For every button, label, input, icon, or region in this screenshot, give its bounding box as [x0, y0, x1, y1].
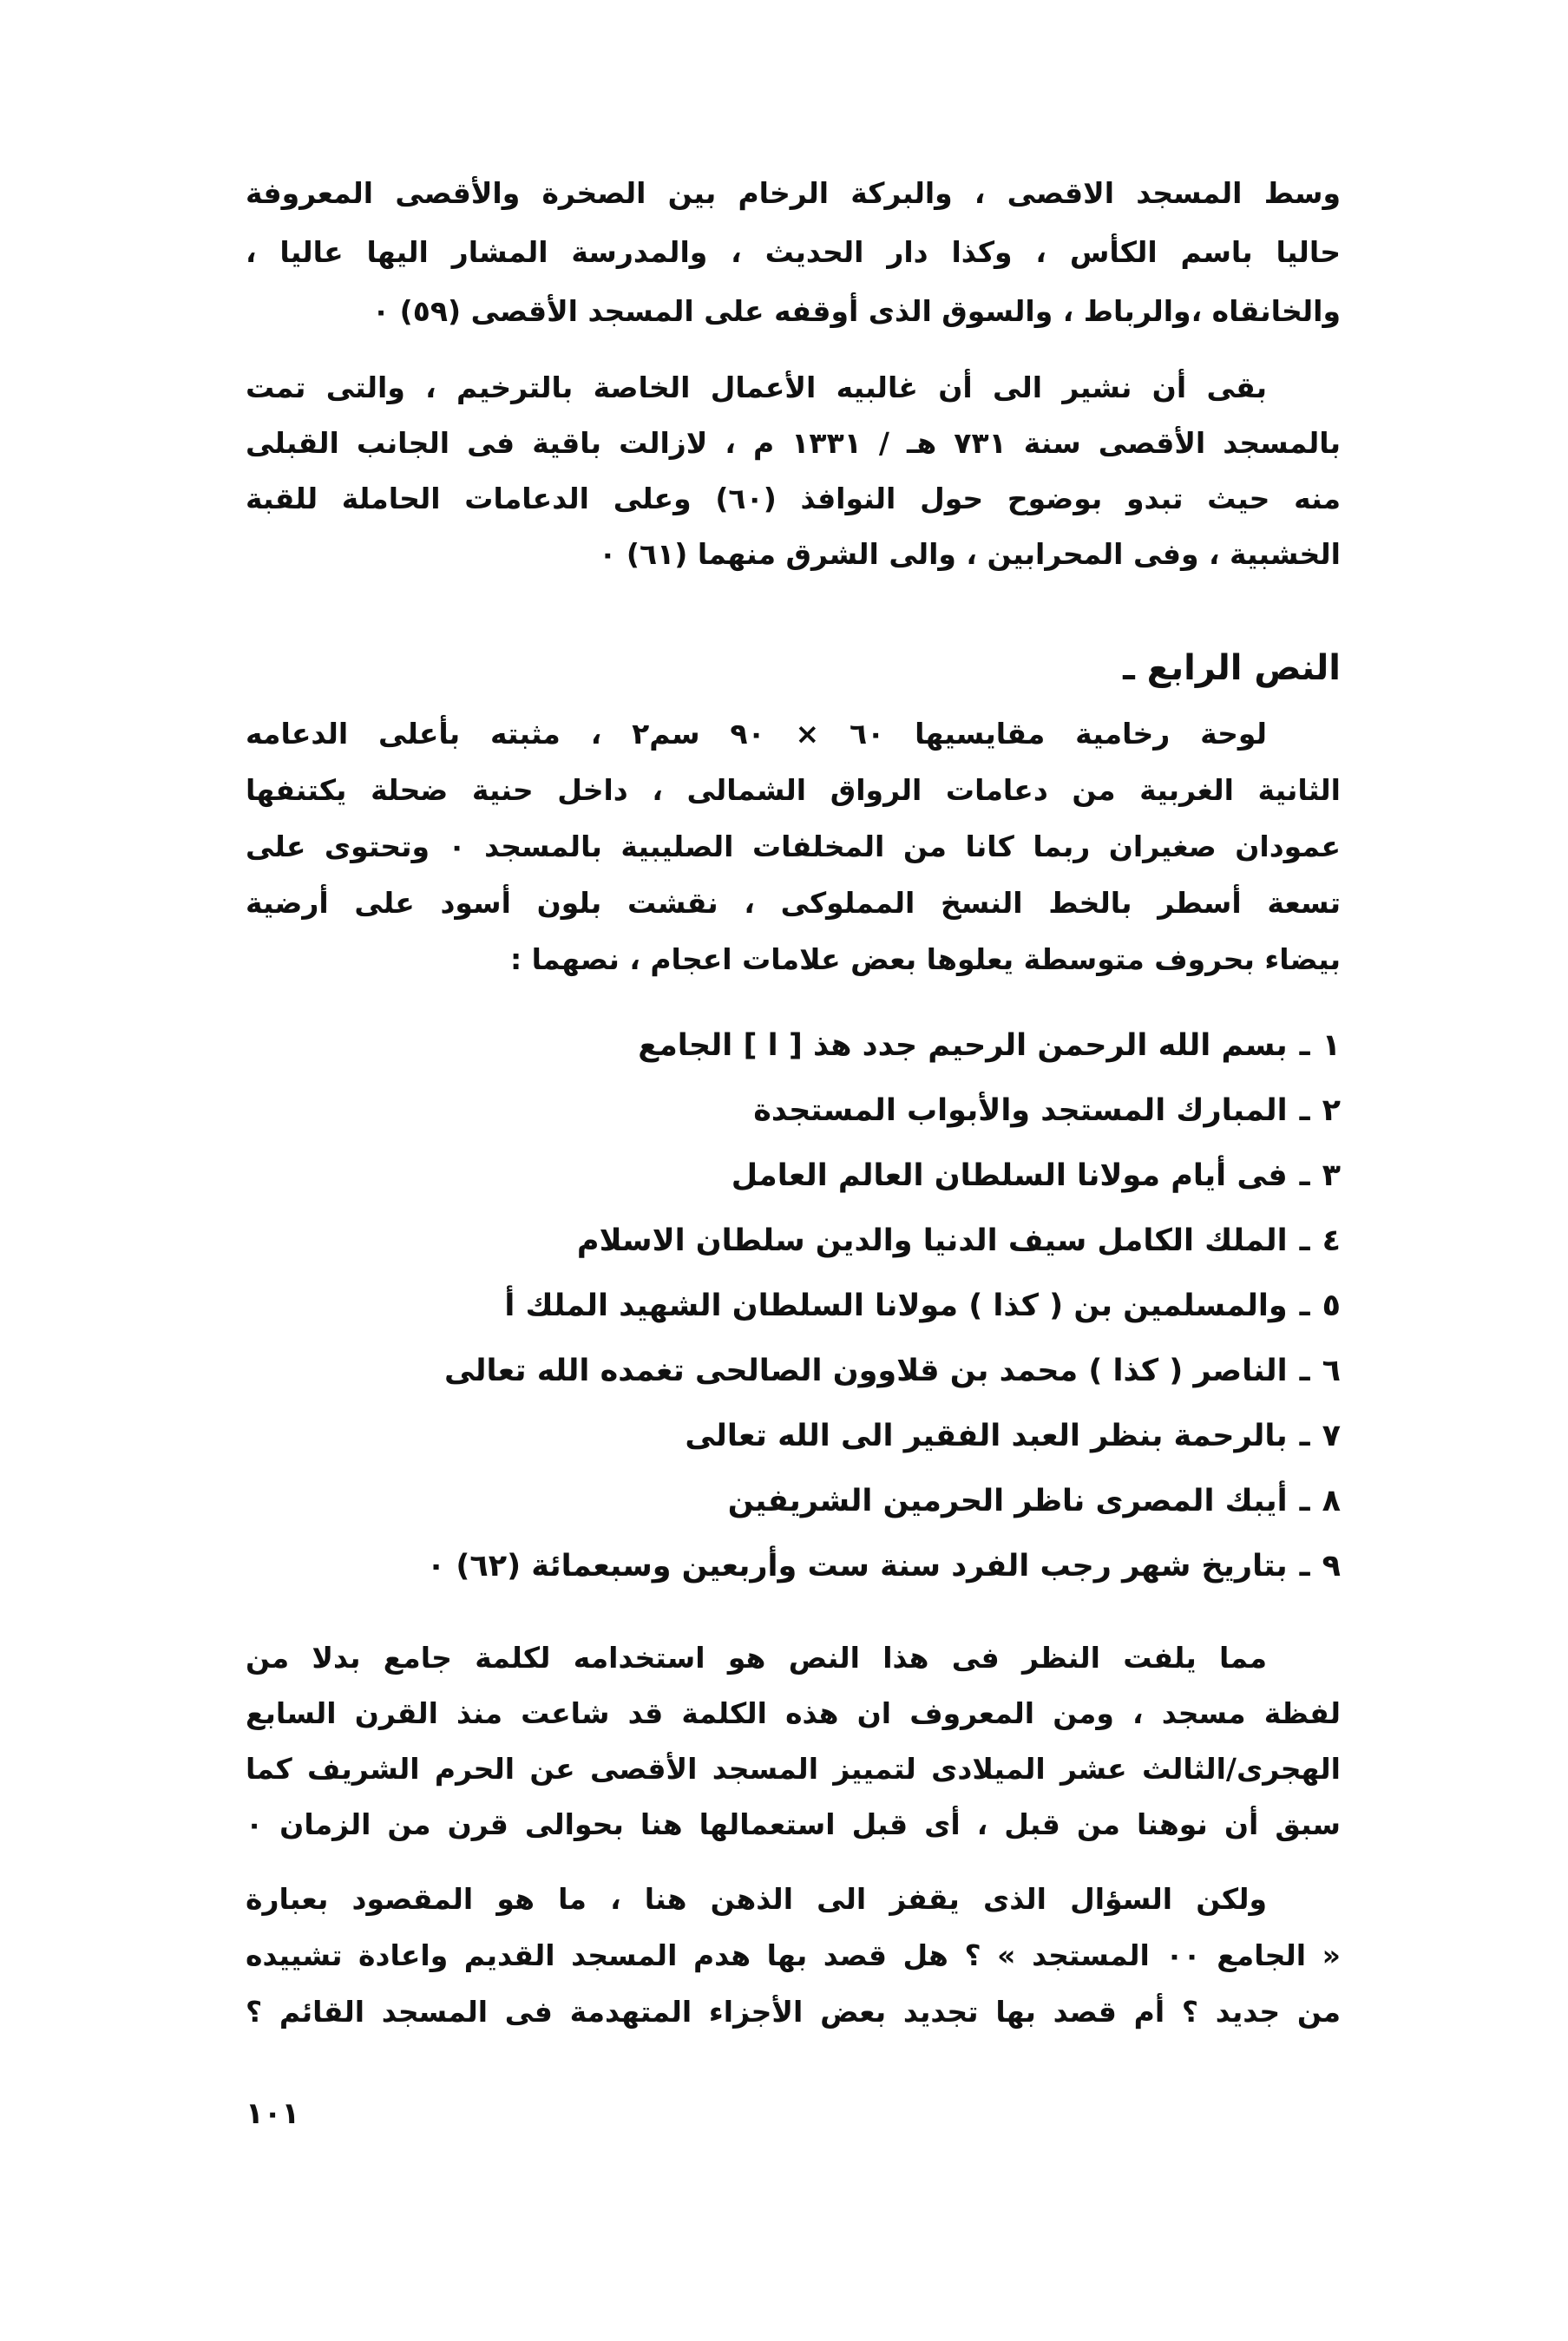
inscription-line	[246, 1404, 1341, 1469]
line-number: ٦	[1322, 1354, 1341, 1388]
dash-separator: ـ	[1299, 1484, 1310, 1518]
line-number: ١	[1322, 1028, 1341, 1063]
paragraph-marble-panel-description	[246, 705, 1341, 987]
dash-separator: ـ	[1299, 1354, 1310, 1388]
paragraph-question	[246, 1871, 1341, 2040]
text-line: من جديد ؟ أم قصد بها تجديد بعض الأجزاء المتهدمة فى المسجد القائم ؟	[246, 1995, 1341, 2029]
inscription-text: فى أيام مولانا السلطان العالم العامل	[731, 1158, 1288, 1193]
dash-separator: ـ	[1299, 1028, 1310, 1063]
line-number: ٤	[1322, 1223, 1341, 1258]
text-line: بقى أن نشير الى أن غالبيه الأعمال الخاصة بالترخيم ، والتى تمت	[246, 370, 1267, 404]
dash-separator: ـ	[1299, 1289, 1310, 1323]
text-line: لوحة رخامية مقايسيها ٦٠ × ٩٠ سم٢ ، مثبته بأعلى الدعامه	[246, 717, 1267, 751]
dash-separator: ـ	[1299, 1419, 1310, 1453]
inscription-line	[246, 1274, 1341, 1339]
dash-separator: ـ	[1299, 1158, 1310, 1193]
inscription-text: بسم الله الرحمن الرحيم جدد هذ [ ا ] الجامع	[638, 1028, 1288, 1063]
text-line: « الجامع ٠٠ المستجد » ؟ هل قصد بها هدم المسجد القديم واعادة تشييده	[246, 1938, 1341, 1972]
text-line: تسعة أسطر بالخط النسخ المملوكى ، نقشت بلون أسود على أرضية	[246, 886, 1341, 920]
inscription-line	[246, 1144, 1341, 1209]
text-line: وسط المسجد الاقصى ، والبركة الرخام بين الصخرة والأقصى المعروفة	[246, 176, 1341, 210]
text-line: ولكن السؤال الذى يقفز الى الذهن هنا ، ما هو المقصود بعبارة	[246, 1882, 1267, 1916]
text-line: لفظة مسجد ، ومن المعروف ان هذه الكلمة قد شاعت منذ القرن السابع	[246, 1696, 1341, 1730]
inscription-line	[246, 1534, 1341, 1599]
line-number: ٧	[1322, 1419, 1341, 1453]
paragraph-continuation	[246, 164, 1341, 341]
text-line: عمودان صغيران ربما كانا من المخلفات الصليبية بالمسجد ٠ وتحتوى على	[246, 830, 1341, 863]
text-line: حاليا باسم الكأس ، وكذا دار الحديث ، والمدرسة المشار اليها عاليا ،	[246, 235, 1341, 269]
dash-separator: ـ	[1299, 1223, 1310, 1258]
inscription-text: بتاريخ شهر رجب الفرد سنة ست وأربعين وسبعمائة (٦٢) ٠	[426, 1549, 1288, 1584]
dash-separator: ـ	[1299, 1093, 1310, 1128]
line-number: ٩	[1322, 1549, 1341, 1584]
inscription-text: بالرحمة بنظر العبد الفقير الى الله تعالى	[685, 1419, 1288, 1453]
inscription-line	[246, 1209, 1341, 1274]
inscription-text: المبارك المستجد والأبواب المستجدة	[753, 1093, 1288, 1128]
text-line: بالمسجد الأقصى سنة ٧٣١ هـ / ١٣٣١ م ، لازالت باقية فى الجانب القبلى	[246, 426, 1341, 460]
inscription-text: الناصر ( كذا ) محمد بن قلاوون الصالحى تغمده الله تعالى	[443, 1354, 1288, 1388]
line-number: ٣	[1322, 1158, 1341, 1193]
inscription-line	[246, 1339, 1341, 1404]
line-number: ٢	[1322, 1093, 1341, 1128]
inscription-list	[246, 1013, 1341, 1599]
text-line: الثانية الغربية من دعامات الرواق الشمالى ، داخل حنية ضحلة يكتنفها	[246, 773, 1341, 807]
text-line: بيضاء بحروف متوسطة يعلوها بعض علامات اعجام ، نصهما :	[509, 942, 1341, 976]
page-number: ١٠١	[246, 2096, 300, 2131]
text-line: مما يلفت النظر فى هذا النص هو استخدامه لكلمة جامع بدلا من	[246, 1641, 1267, 1675]
inscription-text: والمسلمين بن ( كذا ) مولانا السلطان الشهيد الملك أ	[504, 1289, 1288, 1323]
text-line: سبق أن نوهنا من قبل ، أى قبل استعمالها هنا بحوالى قرن من الزمان ٠	[246, 1807, 1341, 1841]
line-number: ٨	[1322, 1484, 1341, 1518]
text-line: والخانقاه ،والرباط ، والسوق الذى أوقفه على المسجد الأقصى (٥٩) ٠	[371, 294, 1341, 328]
inscription-line	[246, 1013, 1341, 1079]
text-line: الخشبية ، وفى المحرابين ، والى الشرق منهما (٦١) ٠	[599, 537, 1341, 571]
text-line: منه حيث تبدو بوضوح حول النوافذ (٦٠) وعلى الدعامات الحاملة للقبة	[246, 482, 1341, 515]
inscription-text: أيبك المصرى ناظر الحرمين الشريفين	[727, 1484, 1288, 1518]
paragraph-jami-usage	[246, 1630, 1341, 1852]
paragraph-tarkhim-works	[246, 360, 1341, 582]
section-heading: النص الرابع ـ	[1123, 648, 1341, 688]
line-number: ٥	[1322, 1289, 1341, 1323]
inscription-line	[246, 1469, 1341, 1534]
page-body	[246, 164, 1341, 2140]
text-line: الهجرى/الثالث عشر الميلادى لتمييز المسجد الأقصى عن الحرم الشريف كما	[246, 1752, 1341, 1786]
inscription-line	[246, 1079, 1341, 1144]
inscription-text: الملك الكامل سيف الدنيا والدين سلطان الاسلام	[576, 1223, 1288, 1258]
dash-separator: ـ	[1299, 1549, 1310, 1584]
